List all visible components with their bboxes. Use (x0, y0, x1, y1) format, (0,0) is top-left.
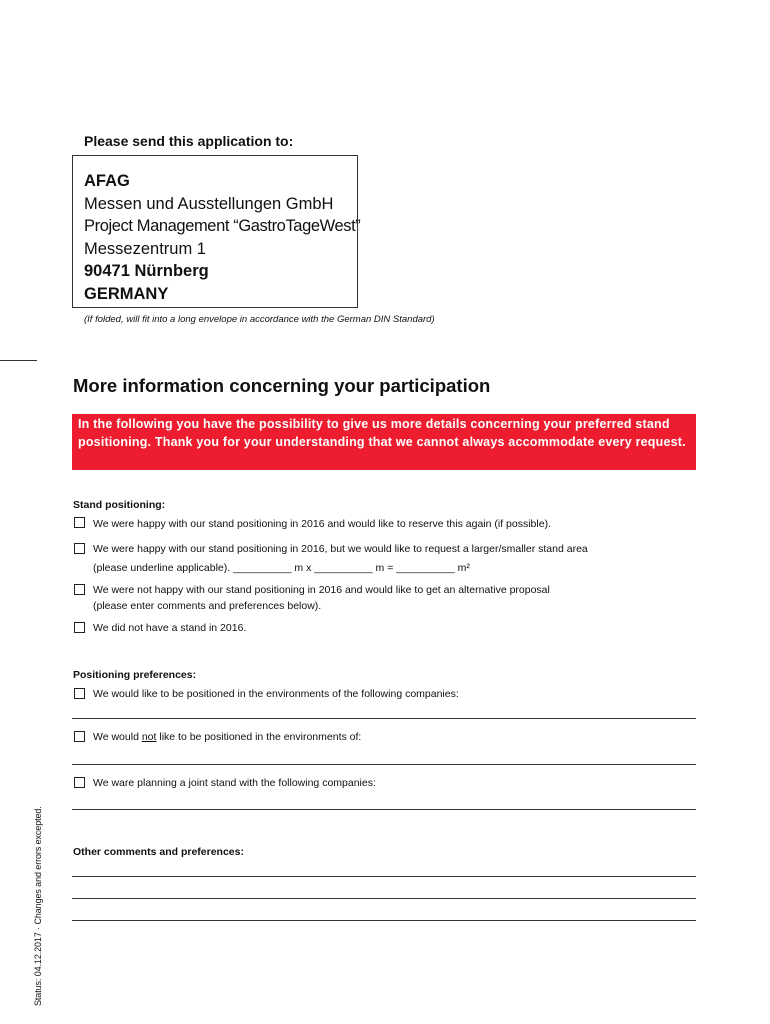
fold-mark (0, 360, 37, 361)
near-companies-input-line[interactable] (72, 718, 696, 719)
envelope-note: (If folded, will fit into a long envelope in accordance with the German DIN Standard) (84, 314, 435, 325)
option-not-near-companies: We would not like to be positioned in the environments of: (93, 731, 362, 743)
checkbox-alternative-proposal[interactable] (74, 584, 85, 595)
address-company-name: Messen und Ausstellungen GmbH (84, 194, 334, 213)
send-application-label: Please send this application to: (84, 133, 294, 149)
address-city: 90471 Nürnberg (84, 262, 209, 280)
info-banner: In the following you have the possibility to give us more details concerning your preferred stand positioning. Thank you for your understanding that we cannot always accommodate every request. (72, 414, 696, 470)
address-box (72, 155, 361, 308)
checkbox-no-stand-2016[interactable] (74, 622, 85, 633)
address-street: Messezentrum 1 (84, 239, 206, 258)
option-change-stand-size: We were happy with our stand positioning in 2016, but we would like to request a larger/smaller stand area (93, 543, 588, 555)
status-note: Status: 04.12.2017 · Changes and errors excepted. (33, 806, 43, 1006)
option-reserve-same-stand: We were happy with our stand positioning in 2016 and would like to reserve this again (if possible). (93, 518, 551, 530)
stand-positioning-heading: Stand positioning: (73, 499, 166, 511)
address-company-short: AFAG (84, 172, 130, 190)
option-alternative-proposal: We were not happy with our stand positioning in 2016 and would like to get an alternative proposal (93, 584, 550, 596)
checkbox-near-companies[interactable] (74, 688, 85, 699)
option-change-stand-size-dimensions: (please underline applicable). __________ m x __________ m = __________ m² (93, 562, 470, 574)
address-department: Project Management “GastroTageWest” (84, 217, 361, 235)
option-joint-stand: We ware planning a joint stand with the following companies: (93, 777, 376, 789)
option-near-companies: We would like to be positioned in the environments of the following companies: (93, 688, 459, 700)
checkbox-not-near-companies[interactable] (74, 731, 85, 742)
underlined-not: not (141, 731, 157, 743)
joint-stand-input-line[interactable] (72, 809, 696, 810)
checkbox-reserve-same-stand[interactable] (74, 517, 85, 528)
comments-input-line-1[interactable] (72, 876, 696, 877)
section-title: More information concerning your participation (73, 375, 491, 396)
positioning-preferences-heading: Positioning preferences: (73, 669, 197, 681)
comments-input-line-3[interactable] (72, 920, 696, 921)
not-near-companies-input-line[interactable] (72, 764, 696, 765)
checkbox-joint-stand[interactable] (74, 777, 85, 788)
other-comments-heading: Other comments and preferences: (73, 846, 244, 858)
checkbox-change-stand-size[interactable] (74, 543, 85, 554)
option-alternative-proposal-note: (please enter comments and preferences below). (93, 600, 322, 612)
option-no-stand-2016: We did not have a stand in 2016. (93, 622, 247, 634)
address-country: GERMANY (84, 284, 169, 303)
comments-input-line-2[interactable] (72, 898, 696, 899)
